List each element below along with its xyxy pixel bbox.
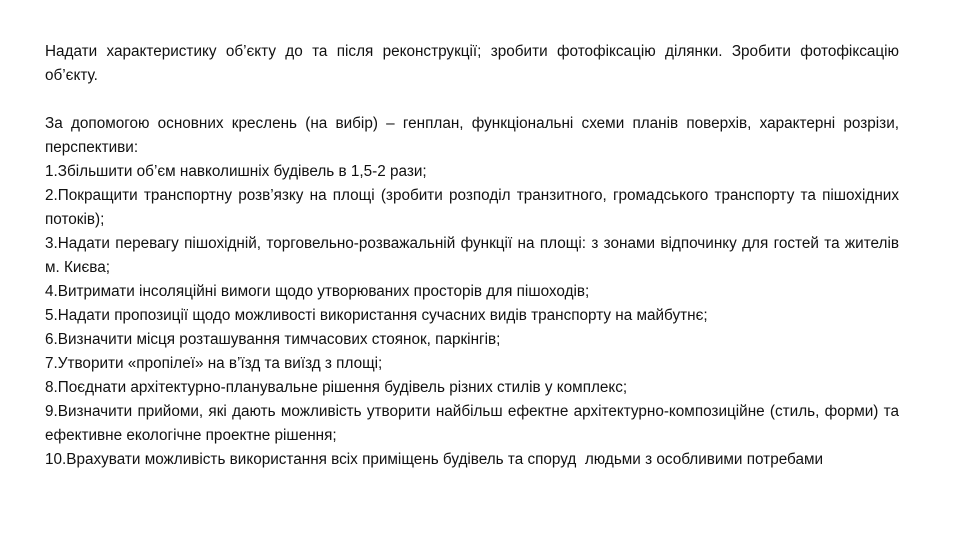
task-list (45, 160, 899, 472)
list-item: 2.Покращити транспортну розв’язку на площі (зробити розподіл транзитного, громадського транспорту та пішохідних потоків); (45, 187, 899, 228)
list-item: 7.Утворити «пропілеї» на в’їзд та виїзд з площі; (45, 355, 383, 372)
list-item: 9.Визначити прийоми, які дають можливість утворити найбільш ефектне архітектурно-композиційне (стиль, форми) та ефективне екологічне проектне рішення; (45, 403, 899, 444)
list-item: 3.Надати перевагу пішохідній, торговельно-розважальній функції на площі: з зонами відпочинку для гостей та жителів м. Києва; (45, 235, 899, 276)
list-item: 6.Визначити місця розташування тимчасових стоянок, паркінгів; (45, 331, 501, 348)
list-item: 4.Витримати інсоляційні вимоги щодо утворюваних просторів для пішоходів; (45, 283, 590, 300)
method-paragraph: За допомогою основних креслень (на вибір) – генплан, функціональні схеми планів поверхів, характерні розрізи, перспективи: (45, 115, 899, 156)
list-item: 5.Надати пропозиції щодо можливості використання сучасних видів транспорту на майбутнє; (45, 307, 708, 324)
intro-paragraph: Надати характеристику об’єкту до та після реконструкції; зробити фотофіксацію ділянки. Зробити фотофіксацію об’єкту. (45, 43, 899, 84)
slide-content (45, 40, 899, 472)
list-item: 1.Збільшити об’єм навколишніх будівель в 1,5-2 рази; (45, 163, 427, 180)
list-item: 10.Врахувати можливість використання всіх приміщень будівель та споруд людьми з особливими потребами (45, 451, 824, 468)
list-item: 8.Поєднати архітектурно-планувальне рішення будівель різних стилів у комплекс; (45, 379, 628, 396)
